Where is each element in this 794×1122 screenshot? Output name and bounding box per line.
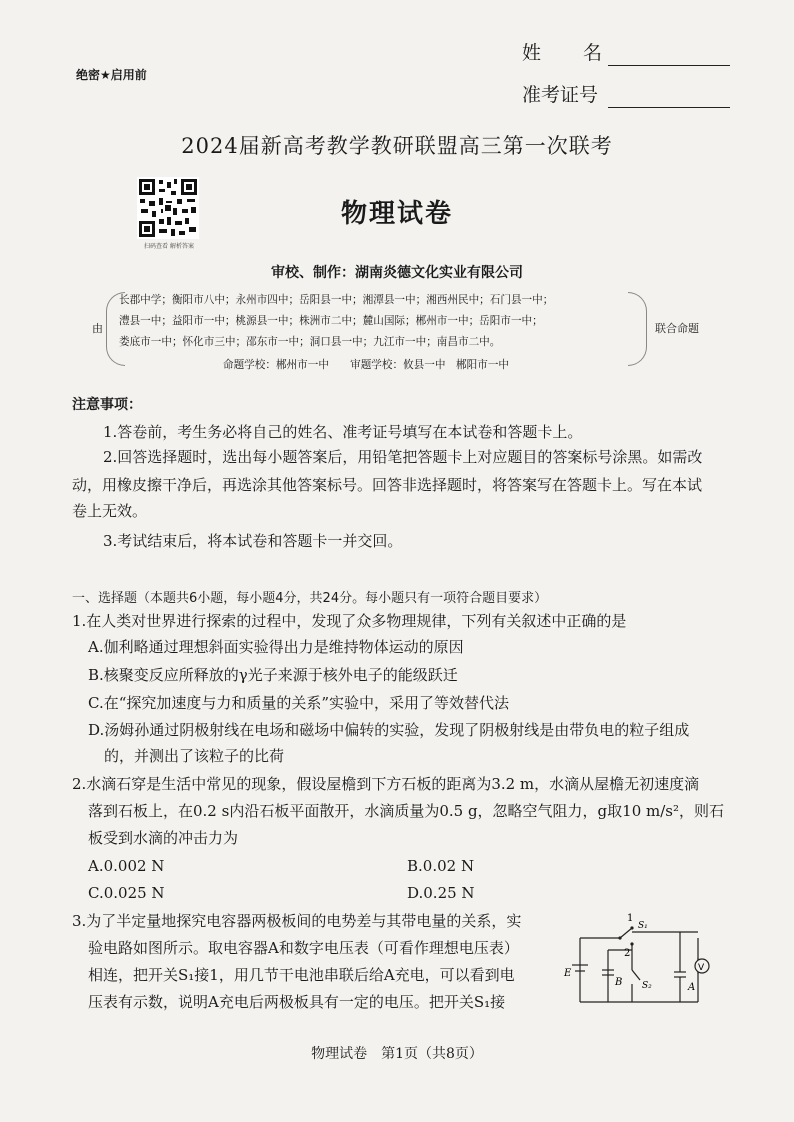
q1-option-a[interactable]: A.伽利略通过理想斜面实验得出力是维持物体运动的原因	[88, 638, 464, 656]
q2-stem-cont: 板受到水滴的冲击力为	[88, 829, 239, 847]
q1-option-d-cont: 的，并测出了该粒子的比荷	[104, 747, 285, 765]
circuit-label-1: 1	[627, 913, 634, 924]
q2-option-d[interactable]: D.0.25 N	[407, 884, 475, 902]
page-footer: 物理试卷 第1页（共8页）	[311, 1046, 483, 1062]
q3-stem-cont: 压表有示数，说明A充电后两极板具有一定的电压。把开关S₁接	[88, 993, 506, 1011]
q3-stem-cont: 验电路如图所示。取电容器A和数字电压表（可看作理想电压表）	[88, 939, 519, 957]
subject-title: 物理试卷	[340, 199, 453, 229]
voltmeter-icon: V	[698, 963, 705, 973]
notes-heading: 注意事项：	[72, 397, 142, 413]
q2-stem-cont: 落到石板上，在0.2 s内沿石板平面散开，水滴质量为0.5 g，忽略空气阻力，g取10 m/s²，则石	[88, 802, 724, 820]
section-heading: 一、选择题（本题共6小题，每小题4分，共24分。每小题只有一项符合题目要求）	[72, 591, 548, 606]
note-item: 动，用橡皮擦干净后，再选涂其他答案标号。回答非选择题时，将答案写在答题卡上。写在本试	[72, 476, 703, 494]
circuit-label-a: A	[688, 982, 696, 993]
id-underline	[608, 107, 730, 108]
qr-caption: 扫码查看 解析答案	[144, 243, 194, 250]
schools-line: 娄底市一中；怀化市三中；邵东市一中；洞口县一中；九江市一中；南昌市二中。	[119, 336, 501, 348]
q2-option-a[interactable]: A.0.002 N	[88, 857, 165, 875]
note-item: 2.回答选择题时，选出每小题答案后，用铅笔把答题卡上对应题目的答案标号涂黑。如需改	[103, 448, 703, 466]
name-label: 姓 名	[522, 42, 621, 64]
producer: 审校、制作：湖南炎德文化实业有限公司	[271, 265, 523, 281]
q2-stem: 2.水滴石穿是生活中常见的现象，假设屋檐到下方石板的距离为3.2 m，水滴从屋檐无初速度滴	[72, 775, 700, 793]
id-field[interactable]	[522, 80, 730, 108]
note-item: 3.考试结束后，将本试卷和答题卡一并交回。	[103, 532, 403, 550]
circuit-label-b: B	[615, 977, 623, 988]
side-label-left: 由	[92, 322, 103, 335]
circuit-label-s2: S₂	[642, 981, 652, 991]
proposers: 命题学校：郴州市一中 审题学校：攸县一中 郴阳市一中	[223, 359, 510, 371]
schools-line: 长郡中学；衡阳市八中；永州市四中；岳阳县一中；湘潭县一中；湘西州民中；石门县一中；	[119, 294, 554, 306]
circuit-diagram	[560, 910, 720, 1020]
circuit-label-2: 2	[624, 948, 631, 959]
q2-option-b[interactable]: B.0.02 N	[407, 857, 475, 875]
q1-option-b[interactable]: B.核聚变反应所释放的γ光子来源于核外电子的能级跃迁	[88, 666, 458, 684]
schools-line: 澧县一中；益阳市一中；桃源县一中；株洲市二中；麓山国际；郴州市一中；岳阳市一中；	[119, 315, 543, 327]
q2-option-c[interactable]: C.0.025 N	[88, 884, 165, 902]
schools-list	[119, 290, 639, 353]
exam-title: 2024届新高考教学教研联盟高三第一次联考	[181, 134, 613, 158]
note-item: 卷上无效。	[72, 502, 148, 520]
q1-option-c[interactable]: C.在“探究加速度与力和质量的关系”实验中，采用了等效替代法	[88, 694, 510, 712]
q3-stem: 3.为了半定量地探究电容器两极板间的电势差与其带电量的关系，实	[72, 912, 522, 930]
circuit-label-s1: S₁	[638, 921, 648, 931]
name-underline	[608, 65, 730, 66]
id-label: 准考证号	[522, 84, 599, 106]
q1-option-d[interactable]: D.汤姆孙通过阴极射线在电场和磁场中偏转的实验，发现了阴极射线是由带负电的粒子组成	[88, 721, 690, 739]
circuit-label-e: E	[564, 968, 572, 979]
q1-stem: 1.在人类对世界进行探索的过程中，发现了众多物理规律，下列有关叙述中正确的是	[72, 612, 627, 630]
note-item: 1.答卷前，考生务必将自己的姓名、准考证号填写在本试卷和答题卡上。	[103, 423, 583, 441]
side-label-right: 联合命题	[655, 322, 699, 335]
secret-label: 绝密★启用前	[76, 68, 147, 82]
name-field[interactable]	[522, 38, 730, 66]
q3-stem-cont: 相连，把开关S₁接1，用几节干电池串联后给A充电，可以看到电	[88, 966, 515, 984]
